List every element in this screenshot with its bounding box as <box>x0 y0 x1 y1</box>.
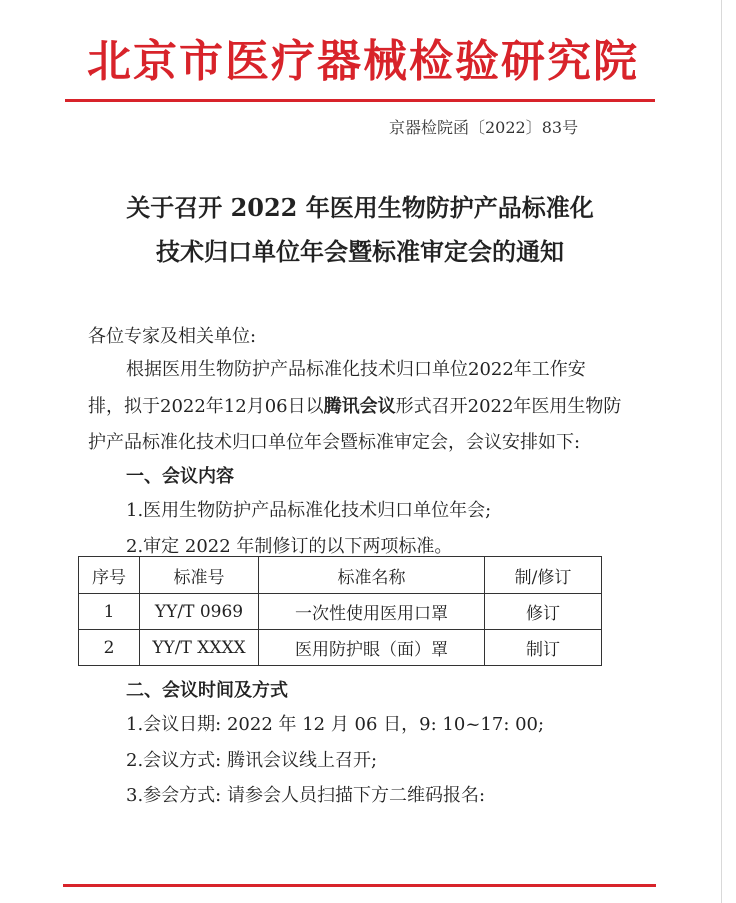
table-cell: 制订 <box>485 630 602 666</box>
table-header-cell: 制/修订 <box>485 557 602 594</box>
table-header-cell: 序号 <box>79 557 140 594</box>
organization-letterhead: 北京市医疗器械检验研究院 <box>87 36 639 87</box>
intro-text: 形式召开2022年医用生物防 <box>395 396 622 417</box>
table-cell: 医用防护眼（面）罩 <box>259 630 485 666</box>
document-number: 京器检院函〔2022〕83号 <box>389 118 579 137</box>
page-edge-line <box>721 0 722 903</box>
intro-paragraph-line-3: 护产品标准化技术归口单位年会暨标准审定会，会议安排如下: <box>88 432 581 453</box>
section-heading-time-and-method: 二、会议时间及方式 <box>126 680 288 701</box>
table-cell: 2 <box>79 630 140 666</box>
table-cell: 修订 <box>485 594 602 630</box>
table-cell: 一次性使用医用口罩 <box>259 594 485 630</box>
standards-table <box>78 556 602 666</box>
intro-paragraph-line-2 <box>88 392 621 418</box>
table-header-row <box>79 557 602 594</box>
table-cell: YY/T XXXX <box>140 630 259 666</box>
table-row <box>79 630 602 666</box>
letterhead-red-rule <box>65 99 655 102</box>
meeting-content-item-1: 1.医用生物防护产品标准化技术归口单位年会; <box>126 500 492 521</box>
table-row <box>79 594 602 630</box>
meeting-content-item-2: 2.审定 2022 年制修订的以下两项标准。 <box>126 536 453 557</box>
table-header-cell: 标准名称 <box>259 557 485 594</box>
intro-paragraph-line-1: 根据医用生物防护产品标准化技术归口单位2022年工作安 <box>126 359 586 380</box>
section-heading-meeting-content: 一、会议内容 <box>126 466 234 487</box>
footer-red-rule <box>63 884 656 887</box>
time-method-item-2: 2.会议方式: 腾讯会议线上召开; <box>126 750 378 771</box>
table-header-cell: 标准号 <box>140 557 259 594</box>
notice-title-line-1: 关于召开 2022 年医用生物防护产品标准化 <box>126 193 594 222</box>
time-method-item-1: 1.会议日期: 2022 年 12 月 06 日，9: 10~17: 00; <box>126 714 545 735</box>
table-cell: 1 <box>79 594 140 630</box>
notice-title-line-2: 技术归口单位年会暨标准审定会的通知 <box>156 237 564 266</box>
meeting-platform-highlight: 腾讯会议 <box>323 396 396 417</box>
time-method-item-3: 3.参会方式: 请参会人员扫描下方二维码报名: <box>126 785 486 806</box>
intro-text: 排，拟于2022年12月06日以 <box>88 396 324 417</box>
salutation: 各位专家及相关单位: <box>88 326 257 347</box>
table-cell: YY/T 0969 <box>140 594 259 630</box>
